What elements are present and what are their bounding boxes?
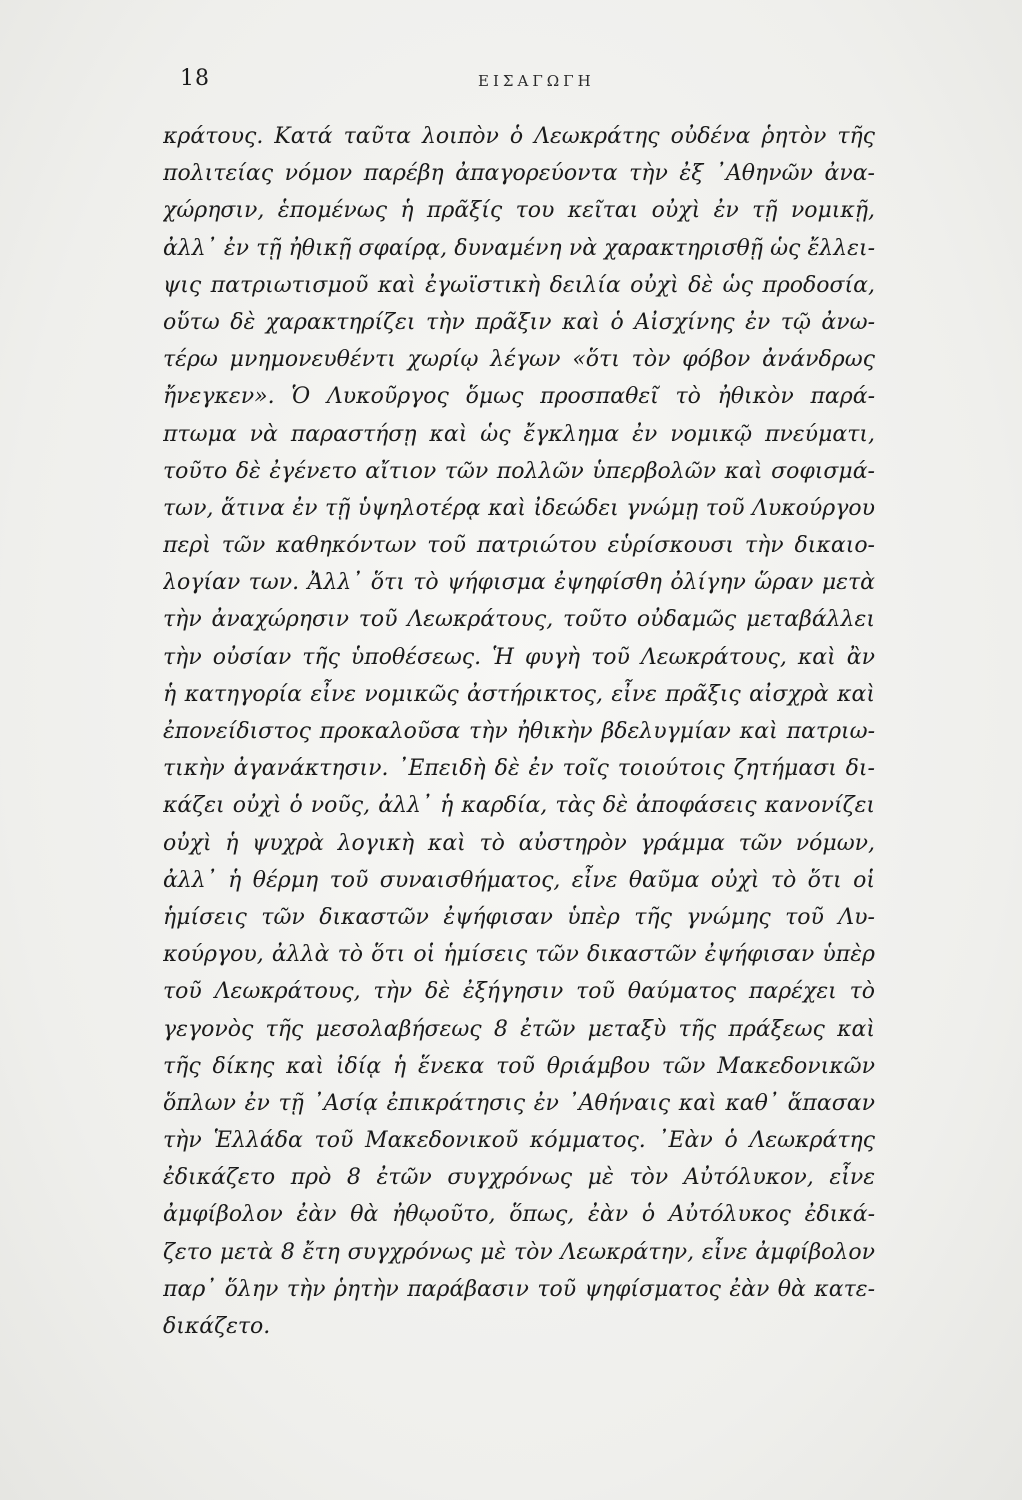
text-line: τὴν Ἑλλάδα τοῦ Μακεδονικοῦ κόμματος. ᾿Εὰν ὁ Λεωκράτης: [163, 1128, 875, 1154]
text-line: παρ᾿ ὅλην τὴν ῥητὴν παράβασιν τοῦ ψηφίσματος ἐὰν θὰ κατε-: [163, 1276, 875, 1302]
text-line: γεγονὸς τῆς μεσολαβήσεως 8 ἐτῶν μεταξὺ τῆς πράξεως καὶ: [163, 1016, 875, 1042]
text-line: ὅπλων ἐν τῇ ᾿Ασίᾳ ἐπικράτησις ἐν ᾿Αθήναις καὶ καθ᾿ ἅπασαν: [163, 1090, 875, 1116]
running-head: ΕΙΣΑΓΩΓΗ: [478, 72, 595, 90]
text-line: ἀλλ᾿ ἐν τῇ ἠθικῇ σφαίρᾳ, δυναμένη νὰ χαρακτηρισθῇ ὡς ἔλλει-: [163, 235, 875, 261]
text-line: λογίαν των. Ἀλλ᾿ ὅτι τὸ ψήφισμα ἐψηφίσθη ὀλίγην ὥραν μετὰ: [163, 570, 875, 596]
text-line: τὴν οὐσίαν τῆς ὑποθέσεως. Ἡ φυγὴ τοῦ Λεωκράτους, καὶ ἂν: [163, 644, 875, 670]
text-line: κράτους. Κατά ταῦτα λοιπὸν ὁ Λεωκράτης οὐδένα ῥητὸν τῆς: [163, 124, 875, 149]
text-line: ἡ κατηγορία εἶνε νομικῶς ἀστήρικτος, εἶνε πρᾶξις αἰσχρὰ καὶ: [163, 681, 875, 707]
text-line: οὐχὶ ἡ ψυχρὰ λογικὴ καὶ τὸ αὐστηρὸν γράμμα τῶν νόμων,: [163, 830, 875, 856]
text-line: τοῦ Λεωκράτους, τὴν δὲ ἐξήγησιν τοῦ θαύματος παρέχει τὸ: [163, 979, 875, 1005]
text-line: των, ἅτινα ἐν τῇ ὑψηλοτέρᾳ καὶ ἰδεώδει γνώμῃ τοῦ Λυκούργου: [163, 495, 875, 521]
text-line: τοῦτο δὲ ἐγένετο αἴτιον τῶν πολλῶν ὑπερβολῶν καὶ σοφισμά-: [163, 458, 875, 484]
text-line: ἡμίσεις τῶν δικαστῶν ἐψήφισαν ὑπὲρ τῆς γνώμης τοῦ Λυ-: [163, 904, 875, 930]
text-line: δικάζετο.: [163, 1314, 271, 1339]
text-line: τέρω μνημονευθέντι χωρίῳ λέγων «ὅτι τὸν φόβον ἀνάνδρως: [163, 347, 875, 373]
page-number: 18: [180, 66, 210, 91]
text-line: κάζει οὐχὶ ὁ νοῦς, ἀλλ᾿ ἡ καρδία, τὰς δὲ ἀποφάσεις κανονίζει: [163, 793, 875, 819]
text-line: ἤνεγκεν». Ὁ Λυκοῦργος ὅμως προσπαθεῖ τὸ ἠθικὸν παρά-: [163, 384, 875, 410]
text-line: πτωμα νὰ παραστήσῃ καὶ ὡς ἔγκλημα ἐν νομικῷ πνεύματι,: [163, 421, 875, 447]
text-line: κούργου, ἀλλὰ τὸ ὅτι οἱ ἡμίσεις τῶν δικαστῶν ἐψήφισαν ὑπὲρ: [163, 942, 875, 968]
text-line: τὴν ἀναχώρησιν τοῦ Λεωκράτους, τοῦτο οὐδαμῶς μεταβάλλει: [163, 607, 875, 633]
text-line: ἀλλ᾿ ἡ θέρμη τοῦ συναισθήματος, εἶνε θαῦμα οὐχὶ τὸ ὅτι οἱ: [163, 867, 875, 893]
body-text: [163, 118, 875, 1345]
text-line: ζετο μετὰ 8 ἔτη συγχρόνως μὲ τὸν Λεωκράτην, εἶνε ἀμφίβολον: [163, 1239, 875, 1265]
text-line: περὶ τῶν καθηκόντων τοῦ πατριώτου εὑρίσκουσι τὴν δικαιο-: [163, 533, 875, 559]
text-line: πολιτείας νόμον παρέβη ἀπαγορεύοντα τὴν ἐξ ᾿Αθηνῶν ἀνα-: [163, 161, 875, 187]
text-line: τικὴν ἀγανάκτησιν. ᾿Επειδὴ δὲ ἐν τοῖς τοιούτοις ζητήμασι δι-: [163, 756, 875, 782]
text-line: ψις πατριωτισμοῦ καὶ ἐγωϊστικὴ δειλία οὐχὶ δὲ ὡς προδοσία,: [163, 272, 875, 298]
text-line: ἀμφίβολον ἐὰν θὰ ἠθῳοῦτο, ὅπως, ἐὰν ὁ Αὐτόλυκος ἐδικά-: [163, 1202, 875, 1228]
text-line: οὕτω δὲ χαρακτηρίζει τὴν πρᾶξιν καὶ ὁ Αἰσχίνης ἐν τῷ ἀνω-: [163, 309, 875, 335]
text-line: ἐπονείδιστος προκαλοῦσα τὴν ἠθικὴν βδελυγμίαν καὶ πατριω-: [163, 719, 875, 744]
text-line: ἐδικάζετο πρὸ 8 ἐτῶν συγχρόνως μὲ τὸν Αὐτόλυκον, εἶνε: [163, 1165, 875, 1191]
text-line: τῆς δίκης καὶ ἰδίᾳ ἡ ἕνεκα τοῦ θριάμβου τῶν Μακεδονικῶν: [163, 1053, 875, 1079]
text-line: χώρησιν, ἑπομένως ἡ πρᾶξίς του κεῖται οὐχὶ ἐν τῇ νομικῇ,: [163, 198, 875, 224]
